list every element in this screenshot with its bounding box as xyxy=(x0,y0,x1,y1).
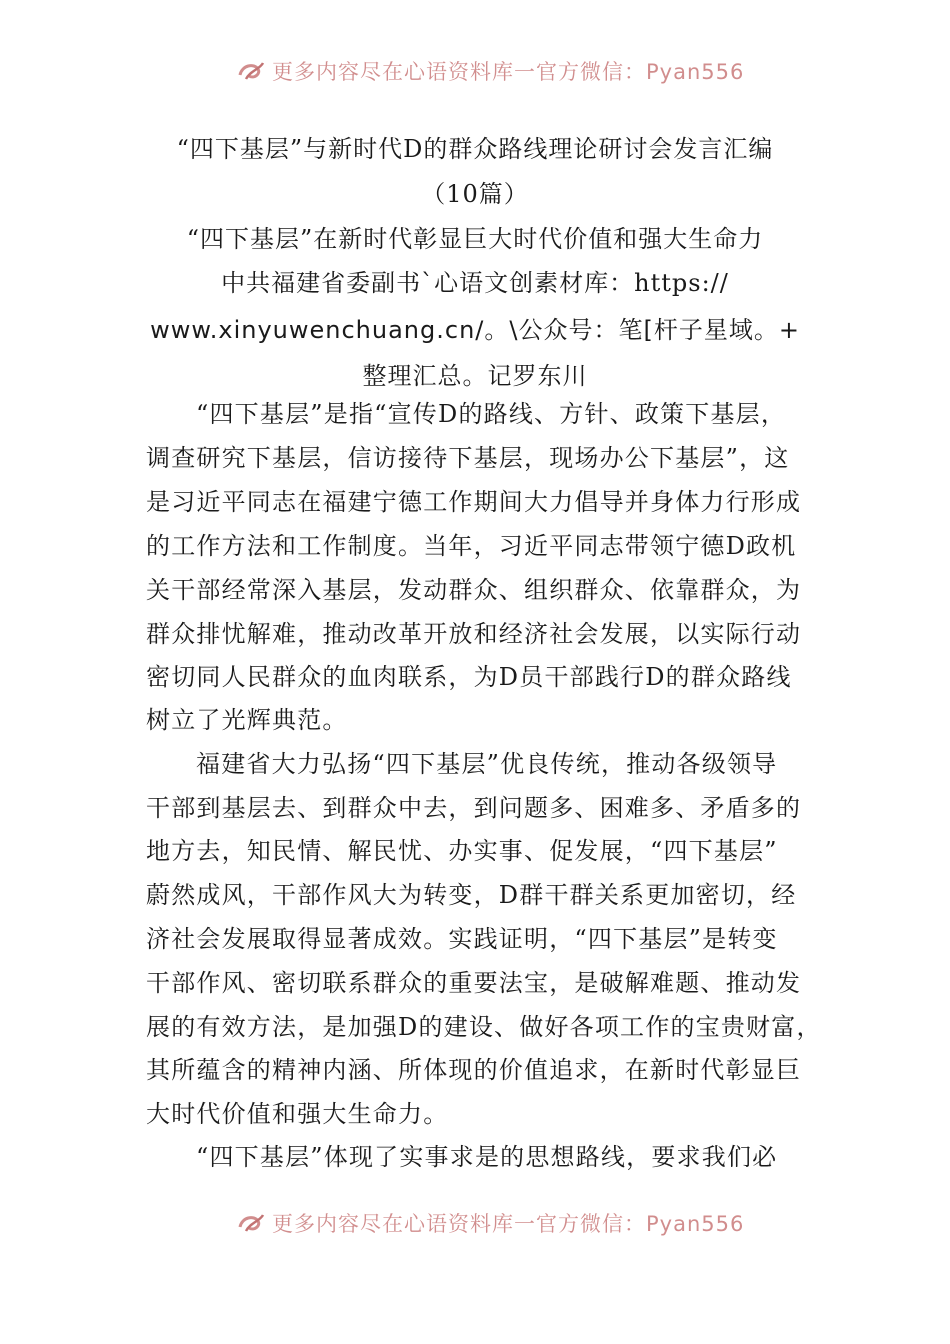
paragraph-line: 树立了光辉典范。 xyxy=(146,706,348,734)
document-title-count: （10篇） xyxy=(421,180,529,208)
paragraph-line: 蔚然成风，干部作风大为转变，D群干群关系更加密切，经 xyxy=(146,881,797,909)
footer-watermark xyxy=(0,1204,950,1238)
paragraph-line: 是习近平同志在福建宁德工作期间大力倡导并身体力行形成 xyxy=(146,488,802,516)
paragraph-line: 密切同人民群众的血肉联系，为D员干部践行D的群众路线 xyxy=(146,663,792,691)
paragraph-line: 调查研究下基层，信访接待下基层，现场办公下基层”，这 xyxy=(146,444,790,472)
paragraph-line: “四下基层”体现了实事求是的思想路线，要求我们必 xyxy=(196,1143,778,1171)
paragraph-line: 其所蕴含的精神内涵、所体现的价值追求，在新时代彰显巨 xyxy=(146,1056,802,1084)
watermark-text: 更多内容尽在心语资料库一官方微信：Pyan556 xyxy=(272,1212,745,1236)
paragraph-line: “四下基层”是指“宣传D的路线、方针、政策下基层， xyxy=(196,400,787,428)
author-line-3: 整理汇总。记罗东川 xyxy=(362,362,588,390)
paragraph-line: 大时代价值和强大生命力。 xyxy=(146,1100,449,1128)
header-watermark xyxy=(0,52,950,86)
paragraph-line: 的工作方法和工作制度。当年，习近平同志带领宁德D政机 xyxy=(146,532,797,560)
paragraph-line: 关干部经常深入基层，发动群众、组织群众、依靠群众，为 xyxy=(146,576,802,604)
swirl-logo-icon xyxy=(236,59,266,83)
watermark-text: 更多内容尽在心语资料库一官方微信：Pyan556 xyxy=(272,60,745,84)
article-subtitle: “四下基层”在新时代彰显巨大时代价值和强大生命力 xyxy=(186,225,764,253)
paragraph-line: 干部到基层去、到群众中去，到问题多、困难多、矛盾多的 xyxy=(146,794,802,822)
paragraph-line: 干部作风、密切联系群众的重要法宝，是破解难题、推动发 xyxy=(146,969,802,997)
paragraph-line: 群众排忧解难，推动改革开放和经济社会发展，以实际行动 xyxy=(146,620,802,648)
paragraph-line: 地方去，知民情、解民忧、办实事、促发展，“四下基层” xyxy=(146,837,778,865)
swirl-logo-icon xyxy=(236,1211,266,1235)
paragraph-line: 福建省大力弘扬“四下基层”优良传统，推动各级领导 xyxy=(196,750,778,778)
paragraph-line: 展的有效方法，是加强D的建设、做好各项工作的宝贵财富， xyxy=(146,1013,822,1041)
author-line-1: 中共福建省委副书`心语文创素材库：https:// xyxy=(221,269,729,297)
author-line-2: www.xinyuwenchuang.cn/。\公众号：笔[杆子星域。+ xyxy=(150,316,800,344)
paragraph-line: 济社会发展取得显著成效。实践证明，“四下基层”是转变 xyxy=(146,925,778,953)
document-title: “四下基层”与新时代D的群众路线理论研讨会发言汇编 xyxy=(176,135,774,163)
